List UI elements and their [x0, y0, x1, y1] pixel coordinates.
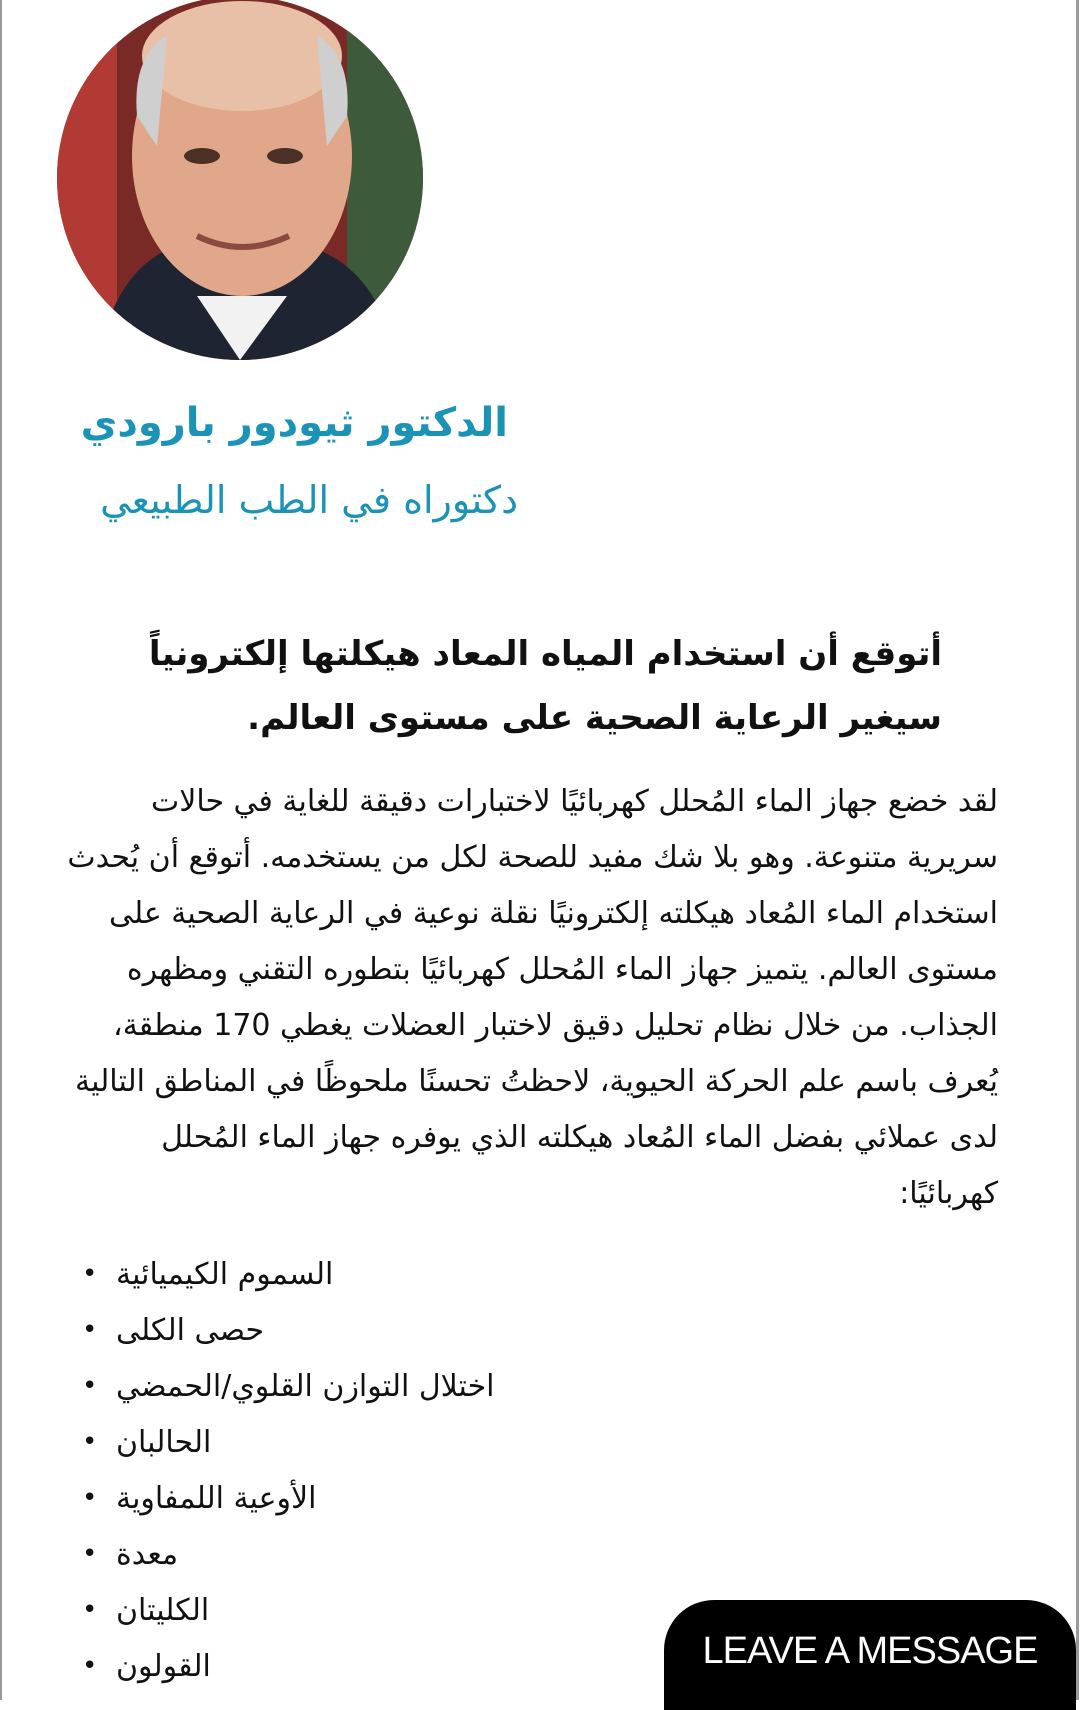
list-item-text: اختلال التوازن القلوي/الحمضي: [116, 1368, 495, 1404]
list-item-text: الأوعية اللمفاوية: [116, 1480, 317, 1516]
bullet-icon: •: [82, 1427, 98, 1457]
bullet-icon: •: [82, 1651, 98, 1681]
list-item-text: معدة: [116, 1536, 179, 1572]
doctor-name: الدكتور ثيودور بارودي: [80, 400, 508, 446]
benefits-list: [82, 1246, 494, 1694]
bullet-icon: •: [82, 1371, 98, 1401]
list-item: [82, 1638, 494, 1694]
bullet-icon: •: [82, 1315, 98, 1345]
bullet-icon: •: [82, 1483, 98, 1513]
list-item: [82, 1470, 494, 1526]
doctor-avatar: [57, 0, 423, 360]
page-border-right: [1076, 0, 1079, 1700]
list-item-text: السموم الكيميائية: [116, 1256, 334, 1292]
list-item-text: حصى الكلى: [116, 1312, 265, 1348]
list-item-text: القولون: [116, 1648, 211, 1684]
list-item: [82, 1358, 494, 1414]
testimonial-paragraph: لقد خضع جهاز الماء المُحلل كهربائيًا لاختبارات دقيقة للغاية في حالات سريرية متنوعة. وهو بلا شك مفيد للصحة لكل من يستخدمه. أتوقع أن يُحدث استخدام الماء المُعاد هيكلته إلكترونيًا نقلة نوعية في الرعاية الصحية على مستوى العالم. يتميز جهاز الماء المُحلل كهربائيًا بتطوره التقني ومظهره الجذاب. من خلال نظام تحليل دقيق لاختبار العضلات يغطي 170 منطقة، يُعرف باسم علم الحركة الحيوية، لاحظتُ تحسنًا ملحوظًا في المناطق التالية لدى عملائي بفضل الماء المُعاد هيكلته الذي يوفره جهاز الماء المُحلل كهربائيًا:: [67, 784, 998, 1211]
bullet-icon: •: [82, 1539, 98, 1569]
list-item: [82, 1526, 494, 1582]
list-item: [82, 1246, 494, 1302]
list-item: [82, 1414, 494, 1470]
list-item-text: الكليتان: [116, 1592, 210, 1628]
leave-a-message-label: LEAVE A MESSAGE: [702, 1630, 1038, 1672]
bullet-icon: •: [82, 1259, 98, 1289]
doctor-title: دكتوراه في الطب الطبيعي: [100, 478, 518, 522]
list-item-text: الحالبان: [116, 1424, 212, 1460]
bullet-icon: •: [82, 1595, 98, 1625]
list-item: [82, 1302, 494, 1358]
quote-headline: أتوقع أن استخدام المياه المعاد هيكلتها إلكترونياً سيغير الرعاية الصحية على مستوى العالم.: [148, 634, 942, 738]
page-border-left: [0, 0, 2, 1700]
leave-a-message-button[interactable]: [664, 1600, 1076, 1710]
list-item: [82, 1582, 494, 1638]
